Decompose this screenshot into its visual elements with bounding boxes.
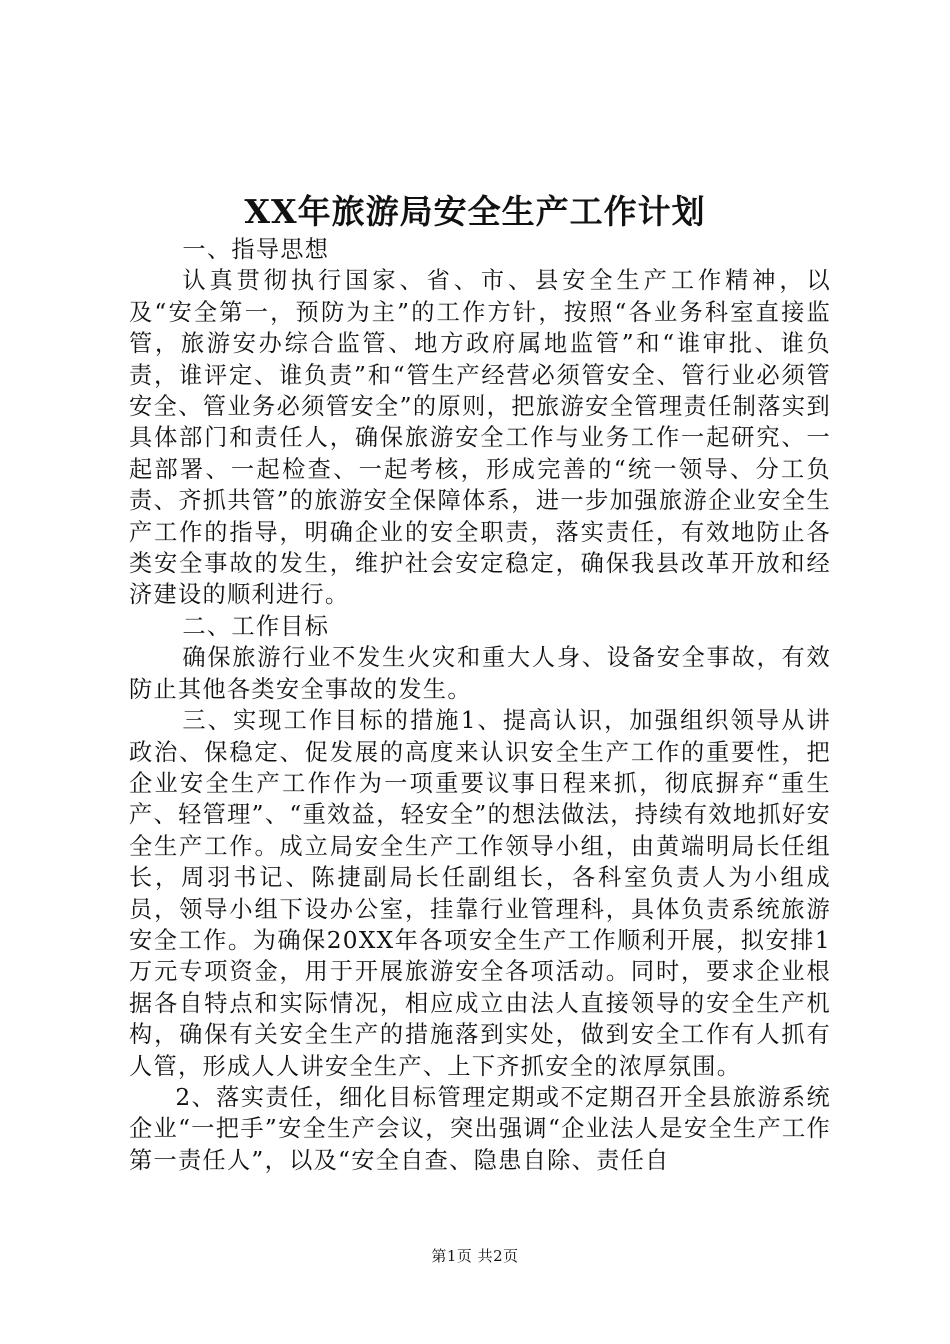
section-heading-guiding-thought: 一、指导思想 — [182, 236, 330, 263]
page-footer: 第1页 共2页 — [431, 1247, 519, 1265]
section-heading-work-goals: 二、工作目标 — [182, 612, 330, 640]
paragraph-guiding-thought: 认真贯彻执行国家、省、市、县安全生产工作精神，以及“安全第一，预防为主”的工作方针，按照“各业务科室直接监管，旅游安办综合监管、地方政府属地监管”和“谁审批、谁负责，谁评定、谁负责”和“管生产经营必须管安全、管行业必须管安全、管业务必须管安全”的原则，把旅游安全管理责任制落实到具体部门和责任人，确保旅游安全工作与业务工作一起研究、一起部署、一起检查、一起考核，形成完善的“统一领导、分工负责、齐抓共管”的旅游安全保障体系，进一步加强旅游企业安全生产工作的指导，明确企业的安全职责，落实责任，有效地防止各类安全事故的发生，维护社会安定稳定，确保我县改革开放和经济建设的顺利进行。 — [129, 267, 831, 609]
paragraph-measures: 三、实现工作目标的措施1、提高认识，加强组织领导从讲政治、保稳定、促发展的高度来认识安全生产工作的重要性，把企业安全生产工作作为一项重要议事日程来抓，彻底摒弃“重生产、轻管理”、“重效益，轻安全”的想法做法，持续有效地抓好安全生产工作。成立局安全生产工作领导小组，由黄端明局长任组长，周羽书记、陈捷副局长任副组长，各科室负责人为小组成员，领导小组下设办公室，挂靠行业管理科，具体负责系统旅游安全工作。为确保20XX年各项安全生产工作顺利开展，拟安排1万元专项资金，用于开展旅游安全各项活动。同时，要求企业根据各自特点和实际情况，相应成立由法人直接领导的安全生产机构，确保有关安全生产的措施落到实处，做到安全工作有人抓有人管，形成人人讲安全生产、上下齐抓安全的浓厚氛围。 — [129, 707, 831, 1080]
document-title: XX年旅游局安全生产工作计划 — [244, 192, 706, 231]
document-body — [129, 234, 831, 1176]
paragraph-work-goals: 确保旅游行业不发生火灾和重大人身、设备安全事故，有效防止其他各类安全事故的发生。 — [129, 644, 831, 703]
paragraph-responsibility: 2、落实责任，细化目标管理定期或不定期召开全县旅游系统企业“一把手”安全生产会议，突出强调“企业法人是安全生产工作第一责任人”，以及“安全自查、隐患自除、责任自 — [129, 1083, 831, 1174]
